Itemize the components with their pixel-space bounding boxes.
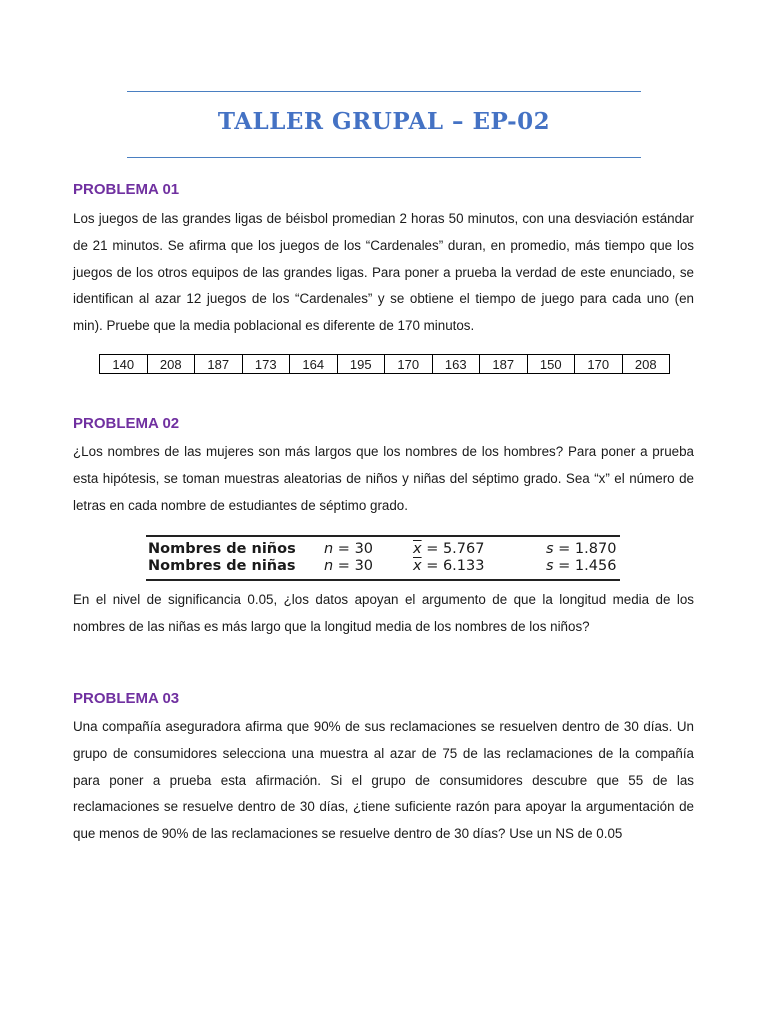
table-cell: 187 <box>195 355 243 374</box>
table-row <box>100 355 670 374</box>
stats-label: Nombres de niños <box>148 541 296 557</box>
title-rule-bottom <box>127 157 641 158</box>
stats-label: Nombres de niñas <box>148 558 296 574</box>
problem-1-text: Los juegos de las grandes ligas de béisbol promedian 2 horas 50 minutos, con una desviación estándar de 21 minutos. Se afirma que los juegos de los “Cardenales” duran, en promedio, más tiempo que los juegos de los otros equipos de las grandes ligas. Para poner a prueba la verdad de este enunciado, se identifican al azar 12 juegos de los “Cardenales” y se obtiene el tiempo de juego para cada uno (en min). Pruebe que la media poblacional es diferente de 170 minutos. <box>73 211 694 334</box>
stats-mean <box>413 540 484 558</box>
stats-row-girls <box>146 557 620 575</box>
n-value: = 30 <box>333 558 374 574</box>
n-symbol: n <box>324 558 334 574</box>
page-title: TALLER GRUPAL – EP-02 <box>217 108 551 135</box>
table-cell: 170 <box>385 355 433 374</box>
mean-symbol: $\overline{x}$ <box>413 541 422 557</box>
table-cell: 187 <box>480 355 528 374</box>
problem-2-stats-table <box>146 535 620 581</box>
table-cell: 173 <box>242 355 290 374</box>
stats-row-boys <box>146 540 620 558</box>
sd-value: = 1.870 <box>553 541 617 557</box>
table-cell: 140 <box>100 355 148 374</box>
problem-1-data-table <box>99 354 670 374</box>
table-cell: 164 <box>290 355 338 374</box>
sd-value: = 1.456 <box>553 558 617 574</box>
stats-n <box>324 557 373 575</box>
sd-symbol: s <box>546 541 554 557</box>
problem-3-text: Una compañía aseguradora afirma que 90% de sus reclamaciones se resuelven dentro de 30 días. Un grupo de consumidores selecciona una muestra al azar de 75 de las reclamaciones de la compañía para poner a prueba esta afirmación. Si el grupo de consumidores descubre que 55 de las reclamaciones se resuelve dentro de 30 días, ¿tiene suficiente razón para apoyar la argumentación de que menos de 90% de las reclamaciones se resuelve dentro de 30 días? Use un NS de 0.05 <box>73 719 694 842</box>
table-cell: 208 <box>622 355 670 374</box>
sd-symbol: s <box>546 558 554 574</box>
problem-2-question: En el nivel de significancia 0.05, ¿los datos apoyan el argumento de que la longitud media de los nombres de las niñas es más largo que la longitud media de los nombres de los niños? <box>73 592 694 634</box>
mean-symbol: $\overline{x}$ <box>413 558 422 574</box>
stats-sd <box>546 540 616 558</box>
table-cell: 163 <box>432 355 480 374</box>
problem-1-heading: PROBLEMA 01 <box>73 181 180 198</box>
problem-2-text: ¿Los nombres de las mujeres son más largos que los nombres de los hombres? Para poner a prueba esta hipótesis, se toman muestras aleatorias de niños y niñas del séptimo grado. Sea “x” el número de letras en cada nombre de estudiantes de séptimo grado. <box>73 444 694 513</box>
stats-n <box>324 540 373 558</box>
table-cell: 170 <box>575 355 623 374</box>
stats-sd <box>546 557 616 575</box>
title-rule-top <box>127 91 641 92</box>
table-cell: 150 <box>527 355 575 374</box>
problem-3-heading: PROBLEMA 03 <box>73 690 180 707</box>
problem-2-heading: PROBLEMA 02 <box>73 415 180 432</box>
table-cell: 208 <box>147 355 195 374</box>
n-symbol: n <box>324 541 334 557</box>
n-value: = 30 <box>333 541 374 557</box>
mean-value: = 6.133 <box>421 558 485 574</box>
stats-mean <box>413 557 484 575</box>
mean-value: = 5.767 <box>421 541 485 557</box>
table-cell: 195 <box>337 355 385 374</box>
